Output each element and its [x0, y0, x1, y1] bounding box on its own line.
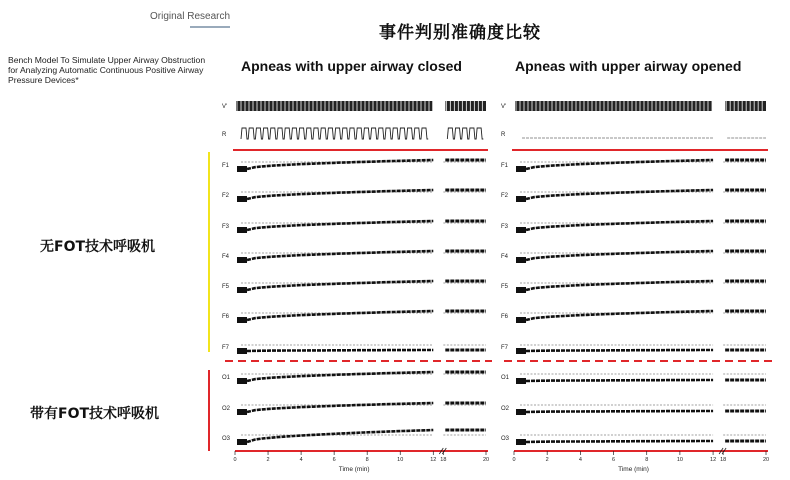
pressure-trace — [526, 441, 713, 442]
trace-start-block — [516, 287, 526, 293]
flow-trace-block — [445, 101, 486, 111]
trace-label-f1: F1 — [501, 163, 509, 169]
x-axis-label: Time (min) — [338, 466, 370, 473]
panel-title-closed: Apneas with upper airway closed — [241, 58, 462, 74]
x-tick-label: 10 — [397, 457, 404, 463]
x-tick-label: 6 — [612, 457, 616, 463]
trace-start-block — [237, 439, 247, 445]
trace-label-r: R — [501, 132, 506, 138]
pressure-trace — [247, 403, 433, 412]
pressure-trace — [526, 380, 713, 381]
x-tick-label: 4 — [578, 457, 582, 463]
pressure-trace — [526, 281, 713, 290]
trace-start-block — [516, 439, 526, 445]
trace-start-block — [516, 166, 526, 172]
pressure-trace — [526, 190, 713, 199]
trace-label-f4: F4 — [222, 254, 230, 260]
pressure-trace — [526, 411, 713, 412]
trace-start-block — [237, 287, 247, 293]
resistance-trace — [241, 128, 428, 139]
trace-start-block — [516, 317, 526, 323]
flow-trace-block — [725, 101, 766, 111]
trace-label-f3: F3 — [501, 224, 509, 230]
pressure-trace — [247, 281, 433, 290]
trace-start-block — [237, 378, 247, 384]
trace-label-f2: F2 — [501, 193, 509, 199]
trace-start-block — [237, 317, 247, 323]
trace-label-o2: O2 — [222, 406, 231, 412]
trace-label-f3: F3 — [222, 224, 230, 230]
trace-label-o1: O1 — [222, 375, 231, 381]
panel-title-opened: Apneas with upper airway opened — [515, 58, 742, 74]
flow-trace-block — [236, 101, 432, 111]
trace-label-vdot: V' — [222, 104, 228, 110]
pressure-trace — [247, 221, 433, 230]
slide-title: 事件判别准确度比较 — [379, 23, 541, 43]
pressure-trace — [247, 251, 433, 260]
trace-start-block — [237, 166, 247, 172]
resistance-trace — [447, 128, 483, 139]
x-tick-label: 12 — [710, 457, 717, 463]
pressure-trace — [247, 350, 433, 351]
trace-start-block — [516, 227, 526, 233]
trace-label-o3: O3 — [501, 436, 510, 442]
trace-start-block — [237, 409, 247, 415]
x-tick-label: 12 — [430, 457, 437, 463]
trace-start-block — [516, 257, 526, 263]
trace-start-block — [516, 378, 526, 384]
pressure-trace — [526, 350, 713, 351]
journal-section-label: Original Research — [150, 11, 231, 22]
pressure-trace — [526, 160, 713, 169]
trace-start-block — [237, 196, 247, 202]
x-tick-label: 18 — [720, 457, 727, 463]
trace-start-block — [516, 196, 526, 202]
paper-title: Bench Model To Simulate Upper Airway Obstruction for Analyzing Automatic Continuous Positive Airway Pressure Devices* — [8, 55, 206, 85]
x-tick-label: 10 — [676, 457, 683, 463]
trace-label-f1: F1 — [222, 163, 230, 169]
trace-label-r: R — [222, 132, 227, 138]
trace-label-f7: F7 — [222, 345, 230, 351]
x-tick-label: 4 — [299, 457, 303, 463]
pressure-trace — [526, 221, 713, 230]
x-tick-label: 2 — [545, 457, 549, 463]
pressure-trace — [247, 372, 433, 381]
trace-label-vdot: V' — [501, 104, 507, 110]
x-tick-label: 8 — [645, 457, 649, 463]
trace-start-block — [516, 409, 526, 415]
pressure-trace — [247, 160, 433, 169]
trace-start-block — [237, 348, 247, 354]
x-tick-label: 0 — [512, 457, 516, 463]
trace-label-f6: F6 — [501, 314, 509, 320]
trace-start-block — [237, 227, 247, 233]
pressure-trace — [247, 430, 433, 442]
pressure-trace — [247, 311, 433, 320]
trace-label-f5: F5 — [501, 284, 509, 290]
label-without-fot: 无FOT技术呼吸机 — [40, 239, 156, 255]
trace-label-o2: O2 — [501, 406, 510, 412]
label-with-fot: 带有FOT技术呼吸机 — [30, 406, 160, 422]
trace-label-o1: O1 — [501, 375, 510, 381]
trace-label-f4: F4 — [501, 254, 509, 260]
x-tick-label: 20 — [482, 457, 490, 463]
pressure-trace — [247, 190, 433, 199]
trace-label-f6: F6 — [222, 314, 230, 320]
pressure-trace — [526, 311, 713, 320]
trace-start-block — [237, 257, 247, 263]
trace-start-block — [516, 348, 526, 354]
x-axis-label: Time (min) — [618, 466, 649, 473]
x-tick-label: 6 — [332, 457, 336, 463]
flow-trace-block — [515, 101, 712, 111]
x-tick-label: 20 — [762, 457, 770, 463]
trace-label-o3: O3 — [222, 436, 231, 442]
x-tick-label: 18 — [440, 457, 447, 463]
x-tick-label: 2 — [266, 457, 270, 463]
trace-label-f5: F5 — [222, 284, 230, 290]
x-tick-label: 0 — [233, 457, 237, 463]
trace-label-f7: F7 — [501, 345, 509, 351]
trace-label-f2: F2 — [222, 193, 230, 199]
x-tick-label: 8 — [365, 457, 369, 463]
pressure-trace — [526, 251, 713, 260]
